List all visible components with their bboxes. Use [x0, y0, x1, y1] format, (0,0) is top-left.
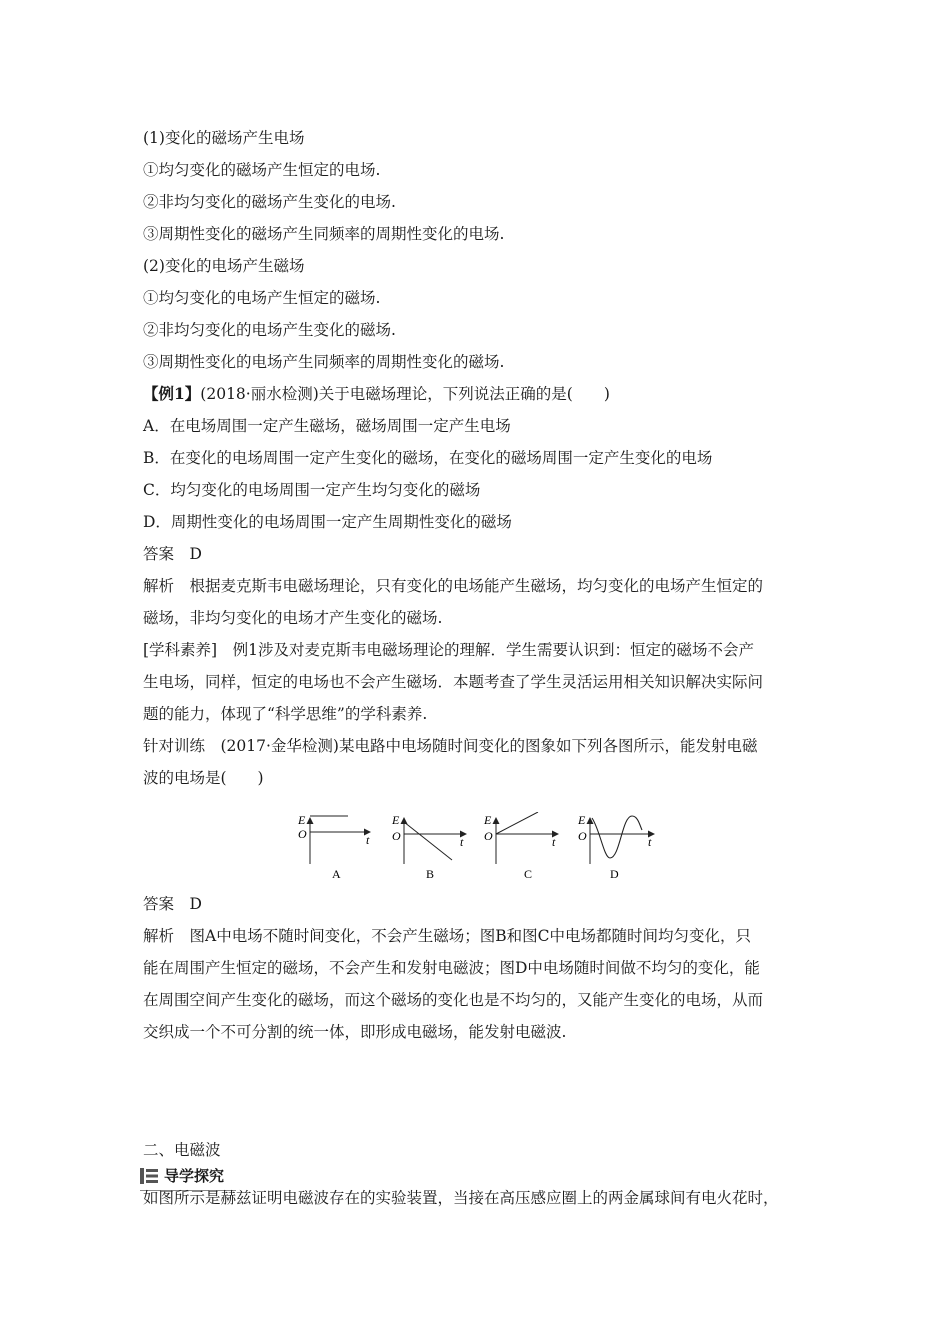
- training-analysis-line: 交织成一个不可分割的统一体，即形成电磁场，能发射电磁波.: [143, 1023, 567, 1041]
- graph-d: [577, 813, 654, 881]
- training-answer: 答案 D: [143, 895, 202, 913]
- graph-c-e-label: E: [484, 813, 492, 827]
- literacy-line: [学科素养] 例1涉及对麦克斯韦电磁场理论的理解．学生需要认识到：恒定的磁场不会产: [143, 641, 754, 659]
- graph-a-t-label: t: [366, 833, 370, 847]
- graph-d-e-label: E: [578, 813, 586, 827]
- option-c: C．均匀变化的电场周围一定产生均匀变化的磁场: [143, 481, 481, 499]
- graph-d-origin-label: O: [578, 829, 587, 843]
- graph-b: [391, 813, 466, 881]
- example1-question: (2018·丽水检测)关于电磁场理论，下列说法正确的是( ): [200, 385, 610, 403]
- graph-b-origin-label: O: [392, 829, 401, 843]
- graph-a-label: A: [332, 867, 341, 881]
- graph-c-curve: [496, 812, 538, 834]
- text-line: ③周期性变化的电场产生同频率的周期性变化的磁场.: [143, 353, 505, 371]
- option-b: B．在变化的电场周围一定产生变化的磁场，在变化的磁场周围一定产生变化的电场: [143, 449, 713, 467]
- training-analysis-line: 在周围空间产生变化的磁场，而这个磁场的变化也是不均匀的，又能产生变化的电场，从而: [143, 991, 764, 1009]
- example1-answer: 答案 D: [143, 545, 202, 563]
- text-line: ①均匀变化的磁场产生恒定的电场.: [143, 161, 381, 179]
- graph-c-origin-label: O: [484, 829, 493, 843]
- text-line: ②非均匀变化的磁场产生变化的电场.: [143, 193, 396, 211]
- literacy-line: 题的能力，体现了“科学思维”的学科素养.: [143, 705, 428, 723]
- graph-b-e-label: E: [392, 813, 400, 827]
- section-intro: 如图所示是赫兹证明电磁波存在的实验装置，当接在高压感应圈上的两金属球间有电火花时，: [143, 1189, 779, 1207]
- option-a: A．在电场周围一定产生磁场，磁场周围一定产生电场: [143, 417, 511, 435]
- example-tag: 【例1】: [143, 384, 201, 403]
- guide-heading: [140, 1162, 236, 1188]
- training-question-line: 波的电场是( ): [143, 769, 264, 787]
- training-analysis-line: 解析 图A中电场不随时间变化，不会产生磁场；图B和图C中电场都随时间均匀变化，只: [143, 927, 751, 945]
- example1-analysis-line: 磁场，非均匀变化的电场才产生变化的磁场.: [143, 609, 443, 627]
- figure-panel: [270, 812, 690, 892]
- training-analysis-line: 能在周围产生恒定的磁场，不会产生和发射电磁波；图D中电场随时间做不均匀的变化，能: [143, 959, 760, 977]
- graph-c-t-label: t: [552, 835, 556, 849]
- option-d: D．周期性变化的电场周围一定产生周期性变化的磁场: [143, 513, 512, 531]
- graph-d-label: D: [610, 867, 619, 881]
- literacy-line: 生电场，同样，恒定的电场也不会产生磁场．本题考查了学生灵活运用相关知识解决实际问: [143, 673, 764, 691]
- example1-analysis-line: 解析 根据麦克斯韦电磁场理论，只有变化的电场能产生磁场，均匀变化的电场产生恒定的: [143, 577, 764, 595]
- list-icon: [140, 1168, 158, 1184]
- graph-b-curve: [404, 822, 452, 860]
- graph-d-t-label: t: [648, 835, 652, 849]
- graph-b-t-label: t: [460, 835, 464, 849]
- graph-c-label: C: [524, 867, 533, 881]
- text-line: (1)变化的磁场产生电场: [143, 129, 305, 147]
- graph-d-curve: [592, 816, 642, 858]
- graph-a: [297, 813, 370, 881]
- training-question-line: 针对训练 (2017·金华检测)某电路中电场随时间变化的图象如下列各图所示，能发射电磁: [143, 737, 758, 755]
- guide-label: 导学探究: [164, 1167, 225, 1185]
- graph-a-origin-label: O: [298, 827, 307, 841]
- text-line: ②非均匀变化的电场产生变化的磁场.: [143, 321, 396, 339]
- graph-b-label: B: [426, 867, 435, 881]
- text-line: (2)变化的电场产生磁场: [143, 257, 305, 275]
- text-line: ③周期性变化的磁场产生同频率的周期性变化的电场.: [143, 225, 505, 243]
- graph-a-e-label: E: [298, 813, 306, 827]
- section-title: 二、电磁波: [143, 1141, 221, 1159]
- example1-question-line: [143, 384, 610, 404]
- graph-c: [483, 812, 558, 881]
- text-line: ①均匀变化的电场产生恒定的磁场.: [143, 289, 381, 307]
- figure-graphs: [270, 812, 690, 892]
